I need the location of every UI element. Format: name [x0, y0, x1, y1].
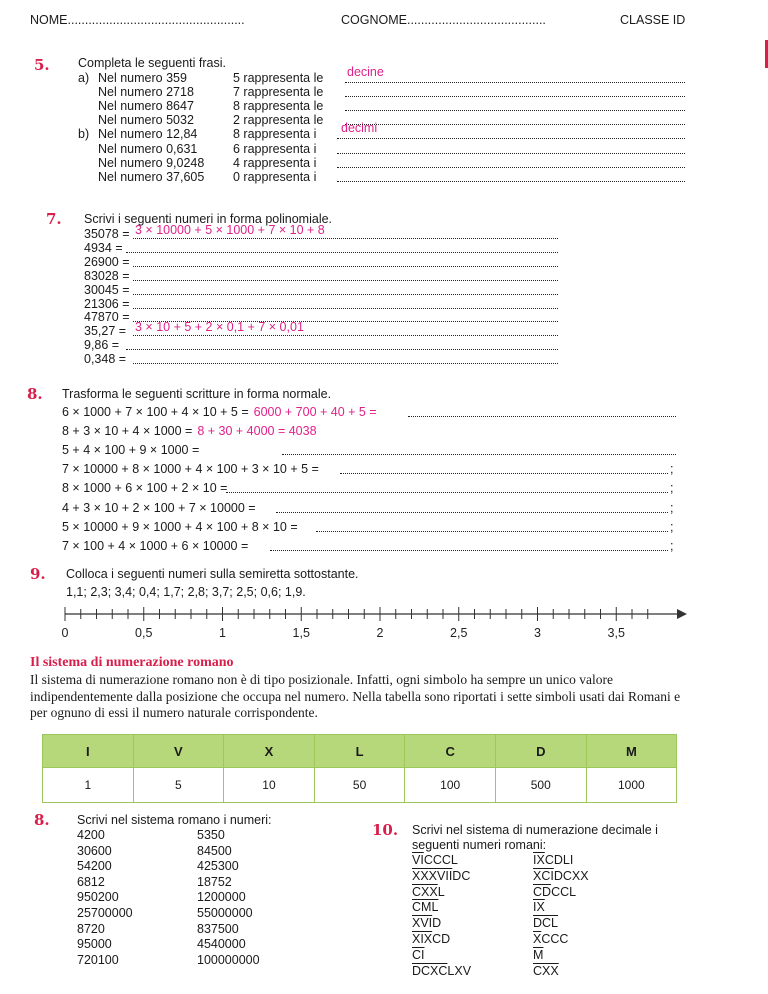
ex8b-number-col2: 84500 [197, 843, 232, 858]
ex7-number-label: 83028 = [84, 268, 130, 283]
exercise-8-title: Trasforma le seguenti scritture in forma normale. [62, 387, 332, 401]
ex8b-number-col1: 25700000 [77, 906, 133, 920]
roman-numeral-item [533, 948, 543, 962]
roman-numeral-overlined: $\overline{CML}$ [412, 900, 439, 915]
roman-symbol-cell: X [224, 735, 315, 768]
answer-line[interactable] [316, 521, 668, 532]
number-line-label: 3,5 [607, 626, 625, 640]
roman-symbol-cell: D [495, 735, 586, 768]
cognome-field: COGNOME........................................ [341, 13, 546, 27]
ex5-digit-text: 8 rappresenta le [233, 99, 324, 114]
ex5-digit-text: 0 rappresenta i [233, 169, 317, 184]
roman-numeral-item [533, 932, 568, 946]
ex5-digit-text: 4 rappresenta i [233, 155, 317, 170]
ex8b-number-col1: 95000 [77, 937, 112, 952]
roman-numeral-rest: CCL [551, 884, 577, 899]
roman-numeral-item [412, 853, 458, 867]
roman-symbol-cell: V [133, 735, 224, 768]
ex8b-number-col1: 54200 [77, 859, 112, 874]
exercise-10-title-line1: Scrivi nel sistema di numerazione decimale i [412, 823, 658, 837]
ex8b-number-col1: 6812 [77, 874, 105, 889]
roman-numeral-overlined: DCXC [412, 963, 448, 978]
answer-line[interactable] [340, 463, 668, 474]
ex8-expression-row [62, 405, 377, 419]
ex8-expression: 8 × 1000 + 6 × 100 + 2 × 10 = [62, 481, 228, 496]
roman-numeral-item [412, 932, 450, 946]
roman-numeral-rest: DC [452, 868, 471, 883]
roman-numeral-overlined: $\overline{DCL}$ [533, 916, 559, 931]
ex7-number-label: 21306 = [84, 296, 130, 311]
ex8b-number-col2: 55000000 [197, 906, 253, 920]
roman-value-cell: 50 [314, 768, 405, 803]
ex7-number-label: 35078 = [84, 227, 130, 241]
roman-numeral-rest: CDLI [544, 853, 574, 867]
roman-numeral-overlined: $\overline{IX}$ [533, 853, 545, 867]
ex8-expression-row [62, 462, 319, 476]
exercise-10-title-line2: seguenti numeri romani: [412, 838, 547, 852]
roman-numeral-overlined: $\overline{X}$ [533, 932, 542, 946]
roman-numeral-overlined: $\overline{M}$ [533, 947, 544, 962]
ex5-digit-text: 8 rappresenta i [233, 127, 317, 142]
ex8b-number-col1: 950200 [77, 890, 119, 905]
answer-line[interactable] [133, 353, 558, 364]
roman-section-text: Il sistema di numerazione romano non è di tipo posizionale. Infatti, ogni simbolo ha sempre un unico valore indipendentemente dalla posizione che occupa nel numero. Nella tabella sono riportati i sette simboli usati dai Romani e per ognuno di essi il numero naturale corrispondente. [30, 672, 681, 720]
ex5-answer: decine [347, 65, 384, 79]
roman-numeral-item [412, 916, 441, 930]
number-line-label: 0,5 [135, 626, 153, 640]
roman-value-cell: 100 [405, 768, 496, 803]
roman-numeral-item [533, 964, 559, 978]
ex7-answer: 3 × 10 + 5 + 2 × 0,1 + 7 × 0,01 [135, 320, 304, 335]
number-line-label: 3 [534, 626, 541, 640]
number-line [55, 600, 695, 642]
ex8b-number-col2: 837500 [197, 921, 239, 936]
exercise-7-number: 7. [46, 210, 62, 228]
roman-symbols-table-wrapper [42, 734, 677, 803]
answer-line[interactable] [408, 406, 676, 417]
roman-symbol-cell: I [43, 735, 134, 768]
roman-numeral-item [412, 900, 438, 914]
exercise-9-number: 9. [30, 565, 46, 583]
ex8b-number-col2: 5350 [197, 828, 225, 842]
roman-numeral-item [412, 885, 445, 899]
roman-values-row [43, 768, 677, 803]
ex5-number-label: Nel numero 8647 [98, 99, 194, 114]
ex5-digit-text: 6 rappresenta i [233, 141, 317, 156]
roman-numeral-item [533, 869, 589, 883]
ex7-answer: 3 × 10000 + 5 × 1000 + 7 × 10 + 8 [135, 223, 325, 237]
ex8b-number-col1: 4200 [77, 828, 105, 842]
line-end-semicolon: ; [670, 519, 674, 534]
exercise-8b-title: Scrivi nel sistema romano i numeri: [77, 813, 272, 827]
answer-line[interactable] [126, 242, 558, 253]
arrow-head-icon [677, 609, 687, 619]
ex5-number-label: Nel numero 5032 [98, 113, 194, 128]
ex8-expression-row [62, 443, 199, 457]
roman-numeral-item [533, 900, 545, 914]
roman-numeral-item [533, 853, 573, 867]
ex8b-number-col2: 1200000 [197, 890, 246, 905]
answer-line[interactable] [133, 284, 558, 295]
ex8-expression-row [62, 481, 227, 495]
roman-numeral-item [533, 885, 576, 899]
ex8-expression-row [62, 501, 256, 515]
answer-line[interactable] [337, 157, 685, 168]
roman-section-heading: Il sistema di numerazione romano [30, 655, 234, 670]
roman-numeral-rest: CCC [541, 932, 569, 946]
ex7-number-label: 35,27 = [84, 324, 127, 339]
answer-line[interactable] [282, 444, 676, 455]
answer-line[interactable] [133, 270, 558, 281]
roman-value-cell: 5 [133, 768, 224, 803]
roman-numeral-overlined: $\overline{XVI}$ [412, 916, 433, 931]
answer-line[interactable] [337, 128, 685, 139]
ex7-number-label: 4934 = [84, 240, 123, 255]
classe-field: CLASSE ID [620, 13, 686, 27]
roman-symbol-cell: C [405, 735, 496, 768]
roman-numeral-item [412, 964, 471, 978]
exercise-5-number: 5. [34, 56, 50, 74]
exercise-10-number: 10. [372, 821, 399, 839]
roman-numeral-item [533, 916, 558, 930]
roman-symbol-cell: M [586, 735, 677, 768]
roman-numeral-rest: D [432, 916, 442, 931]
exercise-9-title: Colloca i seguenti numeri sulla semiretta sottostante. [66, 567, 359, 581]
ex8-answer: 6000 + 700 + 40 + 5 = [253, 405, 377, 419]
ex5-number-label: Nel numero 9,0248 [98, 155, 205, 170]
ex7-number-label: 9,86 = [84, 338, 120, 353]
ex5-digit-text: 7 rappresenta le [233, 85, 324, 100]
roman-numeral-overlined: $\overline{CXX}$ [412, 884, 438, 899]
roman-numeral-rest: L [437, 884, 445, 899]
number-line-label: 0 [61, 626, 69, 640]
roman-numeral-item [412, 948, 425, 962]
roman-value-cell: 1 [43, 768, 134, 803]
line-end-semicolon: ; [670, 500, 674, 515]
ex5-digit-text: 5 rappresenta le [233, 71, 324, 85]
ex8b-number-col1: 30600 [77, 843, 112, 858]
ex8-expression: 6 × 1000 + 7 × 100 + 4 × 10 + 5 = [62, 405, 249, 419]
exercise-8b-number: 8. [34, 811, 50, 829]
answer-line[interactable] [345, 100, 685, 111]
number-line-label: 1 [219, 626, 226, 640]
roman-numeral-overlined: $\overline{CI}$ [412, 947, 425, 962]
ex7-number-label: 0,348 = [84, 352, 127, 367]
ex5-digit-text: 2 rappresenta le [233, 113, 324, 128]
ex8b-number-col2: 18752 [197, 874, 232, 889]
exercise-7-title: Scrivi i seguenti numeri in forma polinomiale. [84, 212, 333, 226]
roman-numeral-item [412, 869, 470, 883]
roman-symbols-row [43, 735, 677, 768]
ex8-expression: 8 + 3 × 10 + 4 × 1000 = [62, 424, 193, 439]
answer-line[interactable] [345, 114, 685, 125]
roman-numeral-overlined: $\overline{CXX}$ [533, 963, 559, 978]
roman-numeral-overlined: $\overline{VI}$ [412, 853, 424, 867]
roman-numeral-overlined: $\overline{CD}$ [533, 884, 552, 899]
answer-line[interactable] [337, 171, 685, 182]
ex8-expression: 5 + 4 × 100 + 9 × 1000 = [62, 443, 200, 458]
roman-numeral-rest: CCCL [423, 853, 458, 867]
ex5-a-label: a) [78, 71, 90, 85]
ex8b-number-col1: 720100 [77, 952, 119, 967]
roman-numeral-rest: CD [432, 932, 451, 946]
ex8-expression-row [62, 424, 317, 438]
roman-numeral-rest: LXV [447, 963, 472, 978]
number-line-label: 2,5 [450, 626, 468, 640]
ex5-number-label: Nel numero 0,631 [98, 141, 198, 156]
ex5-number-label: Nel numero 12,84 [98, 127, 198, 142]
ex7-number-label: 26900 = [84, 254, 130, 269]
ex8-expression: 7 × 100 + 4 × 1000 + 6 × 10000 = [62, 538, 249, 553]
answer-line[interactable] [345, 72, 685, 83]
ex5-number-label: Nel numero 2718 [98, 85, 194, 100]
ex8b-number-col1: 8720 [77, 921, 105, 936]
exercise-8-number: 8. [27, 385, 43, 403]
line-end-semicolon: ; [670, 538, 674, 553]
answer-line[interactable] [126, 339, 558, 350]
roman-value-cell: 10 [224, 768, 315, 803]
ex5-number-label: Nel numero 37,605 [98, 169, 205, 184]
roman-symbols-table [42, 734, 677, 803]
line-end-semicolon: ; [670, 481, 674, 496]
line-end-semicolon: ; [670, 462, 674, 477]
roman-symbol-cell: L [314, 735, 405, 768]
roman-numeral-overlined: $\overline{XCI}$ [533, 868, 554, 883]
answer-line[interactable] [270, 540, 668, 551]
answer-line[interactable] [133, 256, 558, 267]
roman-value-cell: 1000 [586, 768, 677, 803]
ex8b-number-col2: 425300 [197, 859, 239, 874]
nome-field: NOME................................................... [30, 13, 245, 27]
roman-numeral-rest: DCXX [553, 868, 589, 883]
roman-numeral-overlined: XXXVII [412, 868, 453, 883]
ex5-number-label: Nel numero 359 [98, 71, 187, 85]
ex8-expression-row [62, 539, 248, 553]
ex8-expression-row [62, 520, 298, 534]
answer-line[interactable] [226, 482, 668, 493]
ex8b-number-col2: 4540000 [197, 937, 246, 952]
answer-line[interactable] [345, 86, 685, 97]
number-line-label: 2 [376, 626, 384, 640]
ex8b-number-col2: 100000000 [197, 952, 260, 967]
ex8-answer: 8 + 30 + 4000 = 4038 [197, 424, 317, 439]
exercise-5-title: Completa le seguenti frasi. [78, 56, 226, 70]
ex7-number-label: 30045 = [84, 282, 130, 297]
roman-value-cell: 500 [495, 768, 586, 803]
exercise-9-number-list: 1,1; 2,3; 3,4; 0,4; 1,7; 2,8; 3,7; 2,5; 0,6; 1,9. [66, 585, 306, 599]
ex8-expression: 4 + 3 × 10 + 2 × 100 + 7 × 10000 = [62, 500, 256, 515]
ex5-answer: decimi [341, 121, 378, 136]
ex5-b-label: b) [78, 127, 90, 141]
ex8-expression: 5 × 10000 + 9 × 1000 + 4 × 100 + 8 × 10 = [62, 519, 298, 534]
answer-line[interactable] [133, 298, 558, 309]
answer-line[interactable] [276, 502, 668, 513]
roman-numeral-overlined: $\overline{IX}$ [533, 900, 545, 915]
ex7-number-label: 47870 = [84, 310, 130, 325]
answer-line[interactable] [337, 143, 685, 154]
ex8-expression: 7 × 10000 + 8 × 1000 + 4 × 100 + 3 × 10 + 5 = [62, 462, 319, 477]
roman-numeral-overlined: $\overline{XIX}$ [412, 932, 433, 946]
number-line-label: 1,5 [292, 626, 310, 640]
